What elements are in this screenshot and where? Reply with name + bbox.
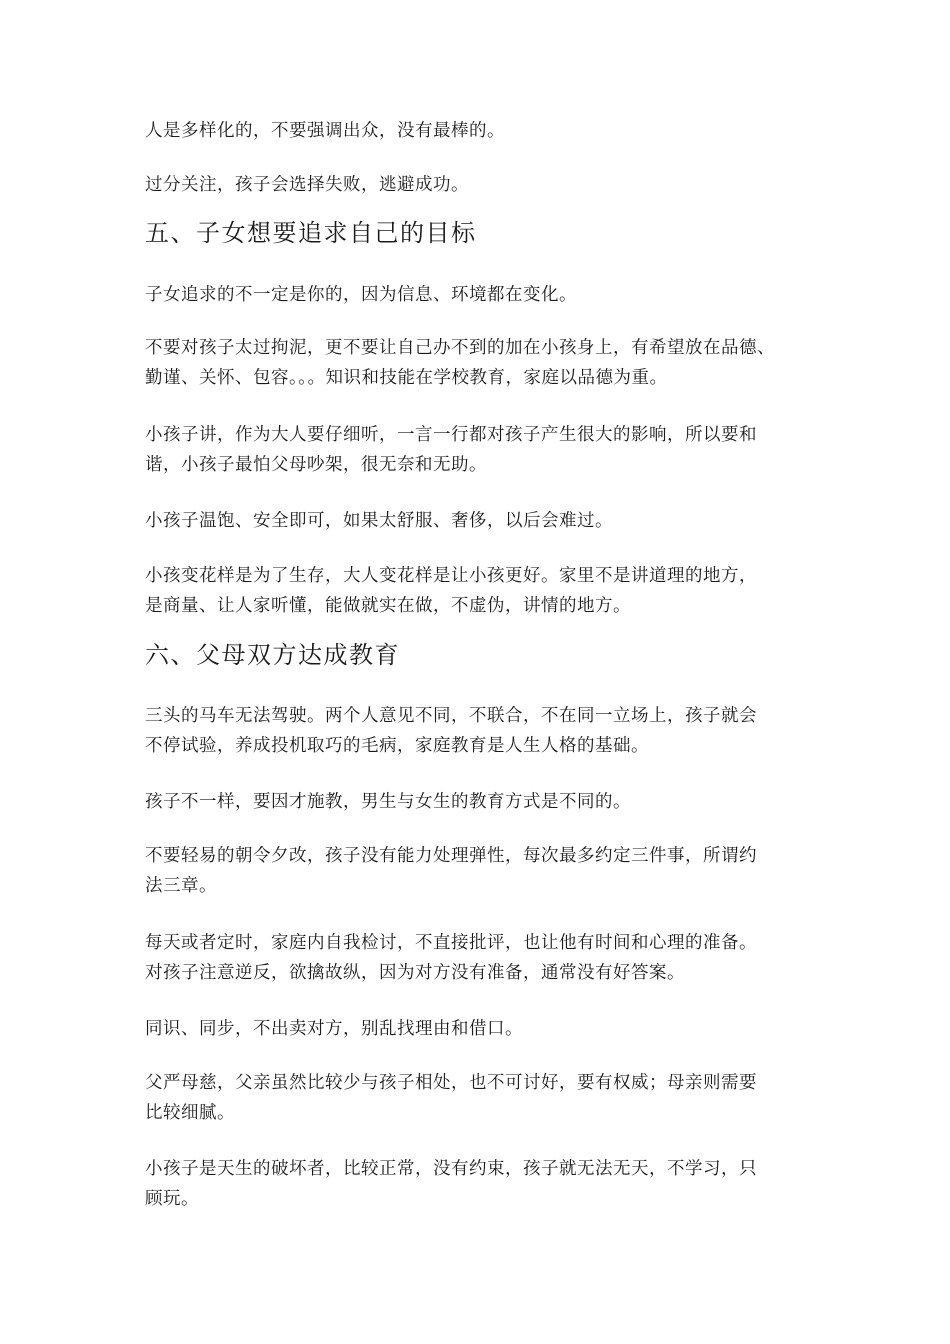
paragraph-line: 孩子不一样，要因才施教，男生与女生的教育方式是不同的。: [145, 792, 631, 812]
paragraph-line: 小孩子温饱、安全即可，如果太舒服、奢侈，以后会难过。: [145, 511, 613, 531]
section-heading-6: 六、父母双方达成教育: [145, 641, 400, 669]
paragraph-line: 三头的马车无法驾驶。两个人意见不同，不联合，不在同一立场上，孩子就会: [145, 706, 757, 726]
paragraph: [145, 1014, 817, 1044]
paragraph: [145, 701, 817, 761]
paragraph-line: 不要轻易的朝令夕改，孩子没有能力处理弹性，每次最多约定三件事，所谓约: [145, 846, 757, 866]
paragraph-line: 法三章。: [145, 876, 217, 896]
paragraph-line: 每天或者定时，家庭内自我检讨，不直接批评，也让他有时间和心理的准备。: [145, 933, 757, 953]
paragraph-line: 比较细腻。: [145, 1103, 235, 1123]
paragraph-line: 小孩子是天生的破坏者，比较正常，没有约束，孩子就无法无天，不学习，只: [145, 1159, 757, 1179]
paragraph: [145, 561, 817, 621]
paragraph: [145, 787, 817, 817]
paragraph-line: 是商量、让人家听懂，能做就实在做，不虚伪，讲情的地方。: [145, 596, 631, 616]
paragraph: [145, 1154, 817, 1214]
paragraph-line: 同识、同步，不出卖对方，别乱找理由和借口。: [145, 1019, 523, 1039]
paragraph-line: 对孩子注意逆反，欲擒故纵，因为对方没有准备，通常没有好答案。: [145, 963, 685, 983]
paragraph-line: 不停试验，养成投机取巧的毛病，家庭教育是人生人格的基础。: [145, 736, 649, 756]
paragraph-line: 小孩子讲，作为大人要仔细听，一言一行都对孩子产生很大的影响，所以要和: [145, 425, 757, 445]
paragraph-line: 谐，小孩子最怕父母吵架，很无奈和无助。: [145, 455, 487, 475]
paragraph: [145, 1068, 817, 1128]
paragraph: [145, 506, 817, 536]
paragraph-line: 勤谨、关怀、包容。。。知识和技能在学校教育，家庭以品德为重。: [145, 368, 668, 388]
paragraph: [145, 280, 817, 310]
paragraph: [145, 420, 817, 480]
paragraph-line: 父严母慈，父亲虽然比较少与孩子相处，也不可讨好，要有权威；母亲则需要: [145, 1073, 757, 1093]
paragraph-line: 人是多样化的，不要强调出众，没有最棒的。: [145, 121, 505, 141]
paragraph-line: 小孩变花样是为了生存，大人变花样是让小孩更好。家里不是讲道理的地方，: [145, 566, 757, 586]
paragraph: [145, 841, 817, 901]
paragraph: [145, 333, 817, 393]
paragraph-line: 不要对孩子太过拘泥，更不要让自己办不到的加在小孩身上，有希望放在品德、: [145, 338, 775, 358]
paragraph: [145, 116, 817, 146]
paragraph: [145, 928, 817, 988]
section-heading-5: 五、子女想要追求自己的目标: [145, 219, 477, 247]
paragraph: [145, 170, 817, 200]
paragraph-line: 顾玩。: [145, 1189, 199, 1209]
paragraph-line: 子女追求的不一定是你的，因为信息、环境都在变化。: [145, 285, 577, 305]
paragraph-line: 过分关注，孩子会选择失败，逃避成功。: [145, 175, 469, 195]
